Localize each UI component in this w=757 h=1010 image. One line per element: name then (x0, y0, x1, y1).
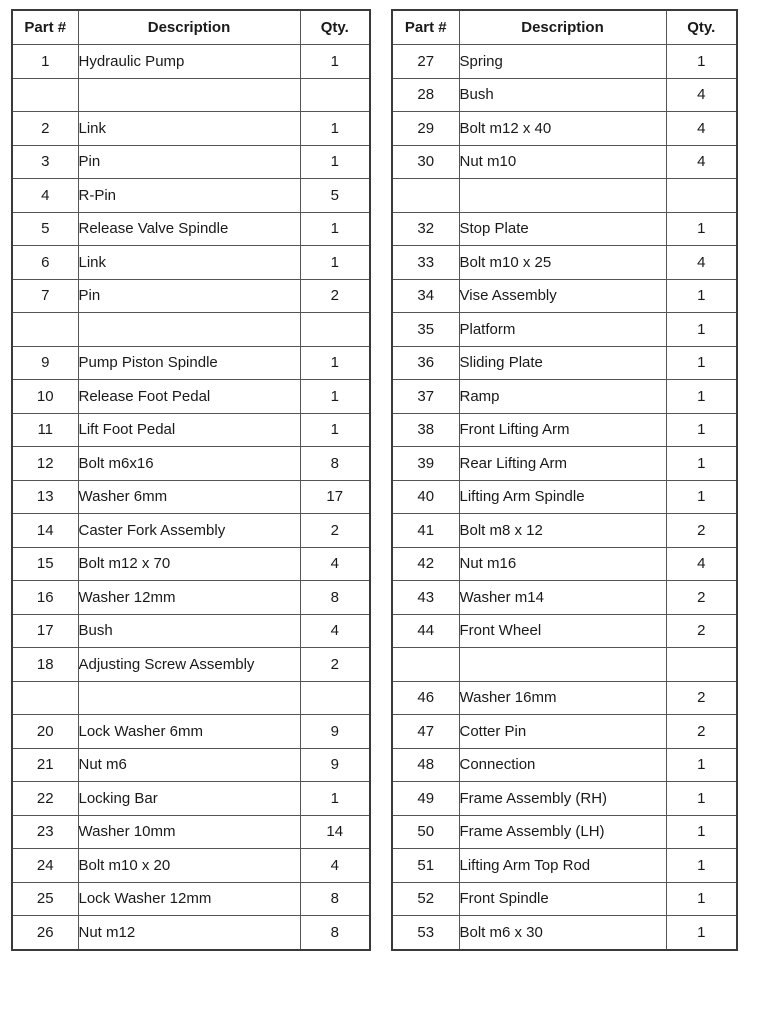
quantity-cell: 2 (666, 614, 737, 648)
table-row (392, 849, 737, 883)
description-cell: Bush (78, 614, 300, 648)
description-cell: Washer 6mm (78, 480, 300, 514)
table-row (392, 447, 737, 481)
description-cell: Washer 16mm (459, 681, 666, 715)
description-cell: Vise Assembly (459, 279, 666, 313)
quantity-cell: 1 (666, 346, 737, 380)
description-cell: Release Foot Pedal (78, 380, 300, 414)
quantity-cell: 1 (300, 112, 370, 146)
part-number-cell: 49 (392, 782, 459, 816)
description-cell (459, 648, 666, 682)
table-row (392, 279, 737, 313)
table-row (12, 547, 370, 581)
part-number-cell: 7 (12, 279, 78, 313)
part-number-cell: 3 (12, 145, 78, 179)
part-number-cell (392, 179, 459, 213)
table-row (12, 447, 370, 481)
table-row (12, 179, 370, 213)
quantity-cell: 2 (666, 681, 737, 715)
quantity-cell: 1 (300, 346, 370, 380)
quantity-cell: 1 (666, 212, 737, 246)
table-row (392, 782, 737, 816)
table-row (12, 145, 370, 179)
quantity-cell: 4 (666, 78, 737, 112)
table-row (392, 413, 737, 447)
description-cell: Nut m12 (78, 916, 300, 950)
part-number-cell: 40 (392, 480, 459, 514)
description-cell: Front Wheel (459, 614, 666, 648)
description-cell: Washer 10mm (78, 815, 300, 849)
table-row (392, 346, 737, 380)
table-row (392, 179, 737, 213)
quantity-cell: 8 (300, 447, 370, 481)
quantity-cell: 8 (300, 882, 370, 916)
part-number-cell: 29 (392, 112, 459, 146)
quantity-cell: 1 (300, 212, 370, 246)
description-cell: Lifting Arm Spindle (459, 480, 666, 514)
description-cell (459, 179, 666, 213)
part-number-cell: 38 (392, 413, 459, 447)
description-cell: Platform (459, 313, 666, 347)
description-cell: Nut m6 (78, 748, 300, 782)
description-cell: Nut m16 (459, 547, 666, 581)
part-number-cell: 28 (392, 78, 459, 112)
table-row (12, 480, 370, 514)
table-row (392, 480, 737, 514)
description-cell: Bolt m12 x 70 (78, 547, 300, 581)
part-number-cell: 47 (392, 715, 459, 749)
table-row (12, 715, 370, 749)
description-cell: Frame Assembly (RH) (459, 782, 666, 816)
table-row (392, 681, 737, 715)
quantity-cell (666, 648, 737, 682)
part-number-cell: 44 (392, 614, 459, 648)
part-number-cell: 4 (12, 179, 78, 213)
description-cell: Front Spindle (459, 882, 666, 916)
quantity-cell: 1 (666, 45, 737, 79)
part-number-cell: 5 (12, 212, 78, 246)
part-number-cell: 30 (392, 145, 459, 179)
quantity-cell: 1 (300, 145, 370, 179)
part-number-cell: 24 (12, 849, 78, 883)
part-number-cell: 10 (12, 380, 78, 414)
part-number-cell: 2 (12, 112, 78, 146)
description-cell: Release Valve Spindle (78, 212, 300, 246)
table-row (12, 916, 370, 950)
part-number-cell: 25 (12, 882, 78, 916)
quantity-cell: 2 (300, 514, 370, 548)
description-cell: Lock Washer 12mm (78, 882, 300, 916)
part-number-cell: 15 (12, 547, 78, 581)
quantity-cell (300, 681, 370, 715)
part-number-cell: 13 (12, 480, 78, 514)
description-header: Description (459, 10, 666, 45)
quantity-cell: 1 (666, 480, 737, 514)
quantity-cell: 4 (666, 112, 737, 146)
description-cell: Frame Assembly (LH) (459, 815, 666, 849)
description-cell: Nut m10 (459, 145, 666, 179)
quantity-cell (300, 313, 370, 347)
quantity-cell: 1 (666, 782, 737, 816)
table-row (12, 313, 370, 347)
description-cell: Spring (459, 45, 666, 79)
quantity-cell: 4 (300, 849, 370, 883)
part-number-cell: 6 (12, 246, 78, 280)
description-cell: Bolt m10 x 25 (459, 246, 666, 280)
part-number-cell: 52 (392, 882, 459, 916)
parts-table-right (391, 9, 738, 951)
table-row (392, 78, 737, 112)
part-number-cell: 27 (392, 45, 459, 79)
quantity-cell: 8 (300, 916, 370, 950)
description-cell: Bolt m12 x 40 (459, 112, 666, 146)
table-row (12, 648, 370, 682)
description-cell: Caster Fork Assembly (78, 514, 300, 548)
description-cell: Bush (459, 78, 666, 112)
table-row (392, 748, 737, 782)
description-cell: Lift Foot Pedal (78, 413, 300, 447)
table-row (392, 815, 737, 849)
part-number-cell: 42 (392, 547, 459, 581)
description-cell: Pump Piston Spindle (78, 346, 300, 380)
part-number-cell (12, 313, 78, 347)
description-header: Description (78, 10, 300, 45)
quantity-header: Qty. (300, 10, 370, 45)
table-row (12, 849, 370, 883)
part-number-cell: 51 (392, 849, 459, 883)
table-row (392, 514, 737, 548)
table-row (392, 648, 737, 682)
table-row (12, 815, 370, 849)
part-number-cell: 14 (12, 514, 78, 548)
part-number-cell: 11 (12, 413, 78, 447)
description-cell: Bolt m6 x 30 (459, 916, 666, 950)
part-number-cell: 12 (12, 447, 78, 481)
quantity-cell: 1 (300, 782, 370, 816)
quantity-cell: 4 (300, 614, 370, 648)
quantity-cell: 9 (300, 748, 370, 782)
table-row (12, 45, 370, 79)
table-row (392, 212, 737, 246)
table-row (12, 212, 370, 246)
part-number-header: Part # (12, 10, 78, 45)
table-row (12, 112, 370, 146)
description-cell: Lock Washer 6mm (78, 715, 300, 749)
description-cell: Rear Lifting Arm (459, 447, 666, 481)
quantity-cell: 2 (666, 581, 737, 615)
table-row (392, 614, 737, 648)
quantity-cell: 9 (300, 715, 370, 749)
part-number-cell: 21 (12, 748, 78, 782)
table-row (12, 346, 370, 380)
quantity-cell: 1 (666, 380, 737, 414)
table-row (12, 279, 370, 313)
table-row (392, 112, 737, 146)
table-row (12, 882, 370, 916)
table-row (12, 246, 370, 280)
table-row (392, 145, 737, 179)
quantity-cell: 2 (300, 648, 370, 682)
description-cell: Pin (78, 145, 300, 179)
table-row (392, 246, 737, 280)
table-row (12, 514, 370, 548)
quantity-cell: 1 (300, 413, 370, 447)
description-cell: Bolt m8 x 12 (459, 514, 666, 548)
table-row (392, 882, 737, 916)
quantity-cell (666, 179, 737, 213)
description-cell: Washer m14 (459, 581, 666, 615)
table-row (12, 614, 370, 648)
quantity-cell: 1 (300, 246, 370, 280)
table-row (392, 313, 737, 347)
description-cell: Sliding Plate (459, 346, 666, 380)
part-number-cell: 20 (12, 715, 78, 749)
part-number-header: Part # (392, 10, 459, 45)
quantity-cell: 1 (666, 279, 737, 313)
quantity-cell: 1 (666, 447, 737, 481)
part-number-cell: 53 (392, 916, 459, 950)
table-row (392, 715, 737, 749)
quantity-cell: 2 (666, 715, 737, 749)
description-cell: Stop Plate (459, 212, 666, 246)
table-row (12, 380, 370, 414)
table-row (392, 916, 737, 950)
part-number-cell: 26 (12, 916, 78, 950)
description-cell: Pin (78, 279, 300, 313)
part-number-cell: 22 (12, 782, 78, 816)
table-row (12, 748, 370, 782)
part-number-cell: 50 (392, 815, 459, 849)
table-row (12, 782, 370, 816)
description-cell: Link (78, 246, 300, 280)
quantity-cell: 1 (666, 413, 737, 447)
description-cell: Ramp (459, 380, 666, 414)
table-row (12, 681, 370, 715)
part-number-cell: 36 (392, 346, 459, 380)
quantity-cell: 1 (666, 815, 737, 849)
table-row (12, 581, 370, 615)
quantity-cell: 14 (300, 815, 370, 849)
header-row (12, 10, 370, 45)
table-row (12, 78, 370, 112)
part-number-cell (12, 78, 78, 112)
quantity-cell: 17 (300, 480, 370, 514)
description-cell: Locking Bar (78, 782, 300, 816)
quantity-cell: 1 (666, 748, 737, 782)
description-cell: R-Pin (78, 179, 300, 213)
part-number-cell: 9 (12, 346, 78, 380)
quantity-cell: 2 (300, 279, 370, 313)
table-row (392, 45, 737, 79)
description-cell: Bolt m10 x 20 (78, 849, 300, 883)
part-number-cell: 46 (392, 681, 459, 715)
header-row (392, 10, 737, 45)
description-cell: Lifting Arm Top Rod (459, 849, 666, 883)
part-number-cell: 32 (392, 212, 459, 246)
part-number-cell (12, 681, 78, 715)
quantity-cell: 2 (666, 514, 737, 548)
description-cell: Adjusting Screw Assembly (78, 648, 300, 682)
description-cell (78, 313, 300, 347)
part-number-cell: 18 (12, 648, 78, 682)
quantity-cell: 4 (300, 547, 370, 581)
description-cell: Bolt m6x16 (78, 447, 300, 481)
quantity-cell: 1 (666, 882, 737, 916)
quantity-cell: 1 (666, 313, 737, 347)
table-row (12, 413, 370, 447)
description-cell: Front Lifting Arm (459, 413, 666, 447)
part-number-cell: 33 (392, 246, 459, 280)
quantity-cell: 1 (666, 849, 737, 883)
part-number-cell: 17 (12, 614, 78, 648)
part-number-cell: 34 (392, 279, 459, 313)
part-number-cell: 35 (392, 313, 459, 347)
part-number-cell: 1 (12, 45, 78, 79)
part-number-cell: 48 (392, 748, 459, 782)
quantity-cell: 1 (666, 916, 737, 950)
quantity-header: Qty. (666, 10, 737, 45)
quantity-cell: 4 (666, 145, 737, 179)
description-cell (78, 78, 300, 112)
quantity-cell: 8 (300, 581, 370, 615)
quantity-cell: 1 (300, 380, 370, 414)
part-number-cell: 43 (392, 581, 459, 615)
description-cell: Hydraulic Pump (78, 45, 300, 79)
part-number-cell: 39 (392, 447, 459, 481)
table-row (392, 380, 737, 414)
table-row (392, 547, 737, 581)
part-number-cell: 41 (392, 514, 459, 548)
quantity-cell (300, 78, 370, 112)
quantity-cell: 5 (300, 179, 370, 213)
part-number-cell: 37 (392, 380, 459, 414)
quantity-cell: 4 (666, 246, 737, 280)
description-cell: Washer 12mm (78, 581, 300, 615)
part-number-cell (392, 648, 459, 682)
quantity-cell: 1 (300, 45, 370, 79)
description-cell (78, 681, 300, 715)
part-number-cell: 16 (12, 581, 78, 615)
table-row (392, 581, 737, 615)
part-number-cell: 23 (12, 815, 78, 849)
description-cell: Cotter Pin (459, 715, 666, 749)
parts-table-left (11, 9, 371, 951)
quantity-cell: 4 (666, 547, 737, 581)
description-cell: Link (78, 112, 300, 146)
description-cell: Connection (459, 748, 666, 782)
